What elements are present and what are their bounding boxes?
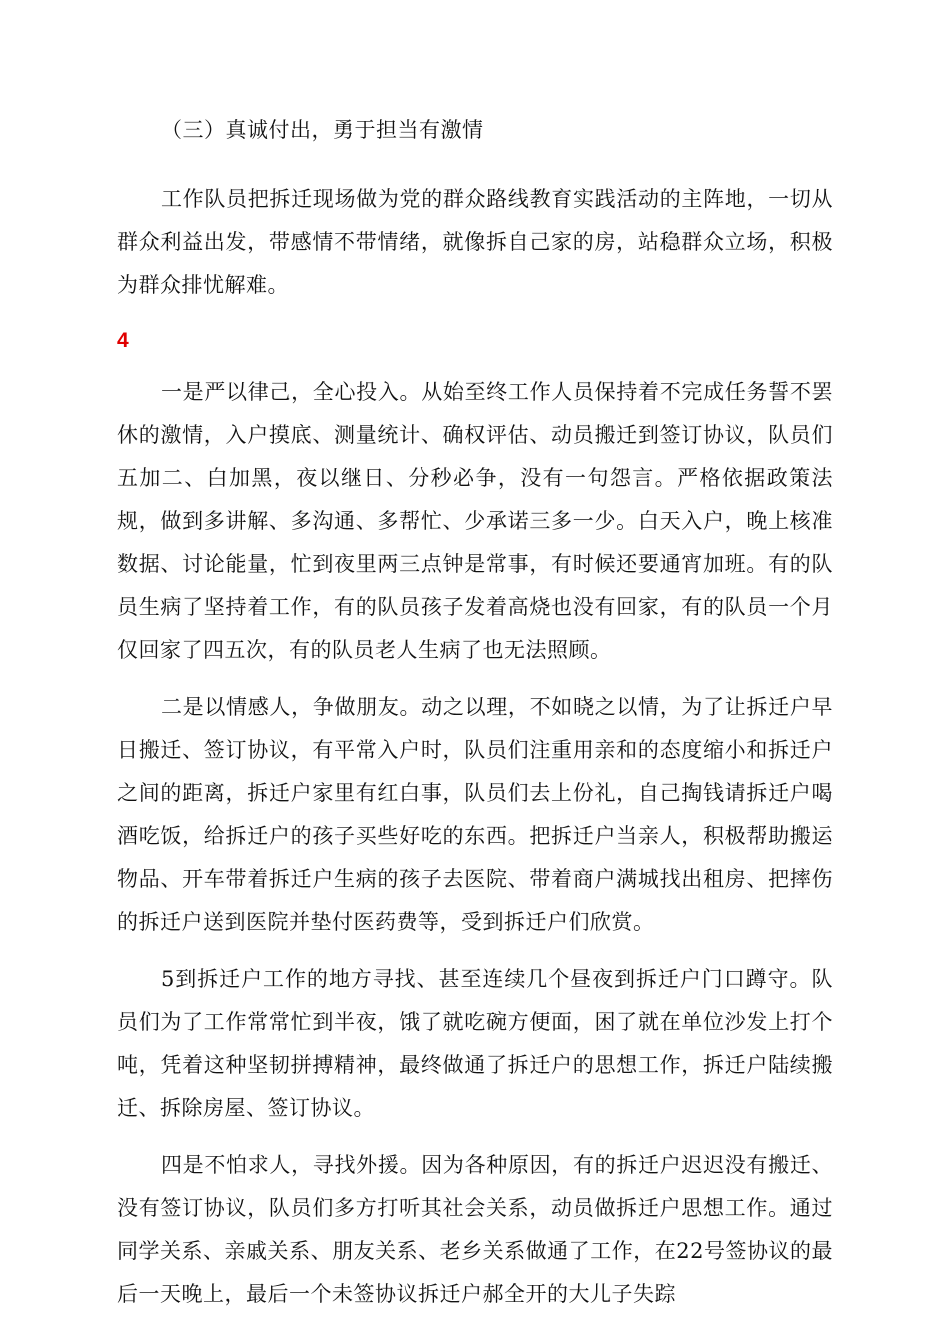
- paragraph-outside-help: 四是不怕求人，寻找外援。因为各种原因，有的拆迁户迟迟没有搬迁、没有签订协议，队员们多方打听其社会关系，动员做拆迁户思想工作。通过同学关系、亲戚关系、朋友关系、老乡关系做通了工作，在22号签协议的最后一天晚上，最后一个未签协议拆迁户郝全开的大儿子失踪: [117, 1153, 833, 1306]
- document-page: [117, 108, 833, 1330]
- section-heading: （三）真诚付出，勇于担当有激情: [161, 118, 484, 142]
- paragraph-emotion: 二是以情感人，争做朋友。动之以理，不如晓之以情，为了让拆迁户早日搬迁、签订协议，有平常入户时，队员们注重用亲和的态度缩小和拆迁户之间的距离，拆迁户家里有红白事，队员们去上份礼，自己掏钱请拆迁户喝酒吃饭，给拆迁户的孩子买些好吃的东西。把拆迁户当亲人，积极帮助搬运物品、开车带着拆迁户生病的孩子去医院、带着商户满城找出租房、把摔伤的拆迁户送到医院并垫付医药费等，受到拆迁户们欣赏。: [117, 695, 833, 934]
- paragraph-self-discipline: 一是严以律己，全心投入。从始至终工作人员保持着不完成任务誓不罢休的激情，入户摸底、测量统计、确权评估、动员搬迁到签订协议，队员们五加二、白加黑，夜以继日、分秒必争，没有一句怨言。严格依据政策法规，做到多讲解、多沟通、多帮忙、少承诺三多一少。白天入户，晚上核准数据、讨论能量，忙到夜里两三点钟是常事，有时候还要通宵加班。有的队员生病了坚持着工作，有的队员孩子发着高烧也没有回家，有的队员一个月仅回家了四五次，有的队员老人生病了也无法照顾。: [117, 380, 833, 662]
- paragraph-persistence: 5到拆迁户工作的地方寻找、甚至连续几个昼夜到拆迁户门口蹲守。队员们为了工作常常忙到半夜，饿了就吃碗方便面，困了就在单位沙发上打个吨，凭着这种坚韧拼搏精神，最终做通了拆迁户的思想工作，拆迁户陆续搬迁、拆除房屋、签订协议。: [117, 967, 833, 1120]
- page-marker: 4: [117, 329, 130, 352]
- paragraph-intro: 工作队员把拆迁现场做为党的群众路线教育实践活动的主阵地，一切从群众利益出发，带感情不带情绪，就像拆自己家的房，站稳群众立场，积极为群众排忧解难。: [117, 187, 833, 297]
